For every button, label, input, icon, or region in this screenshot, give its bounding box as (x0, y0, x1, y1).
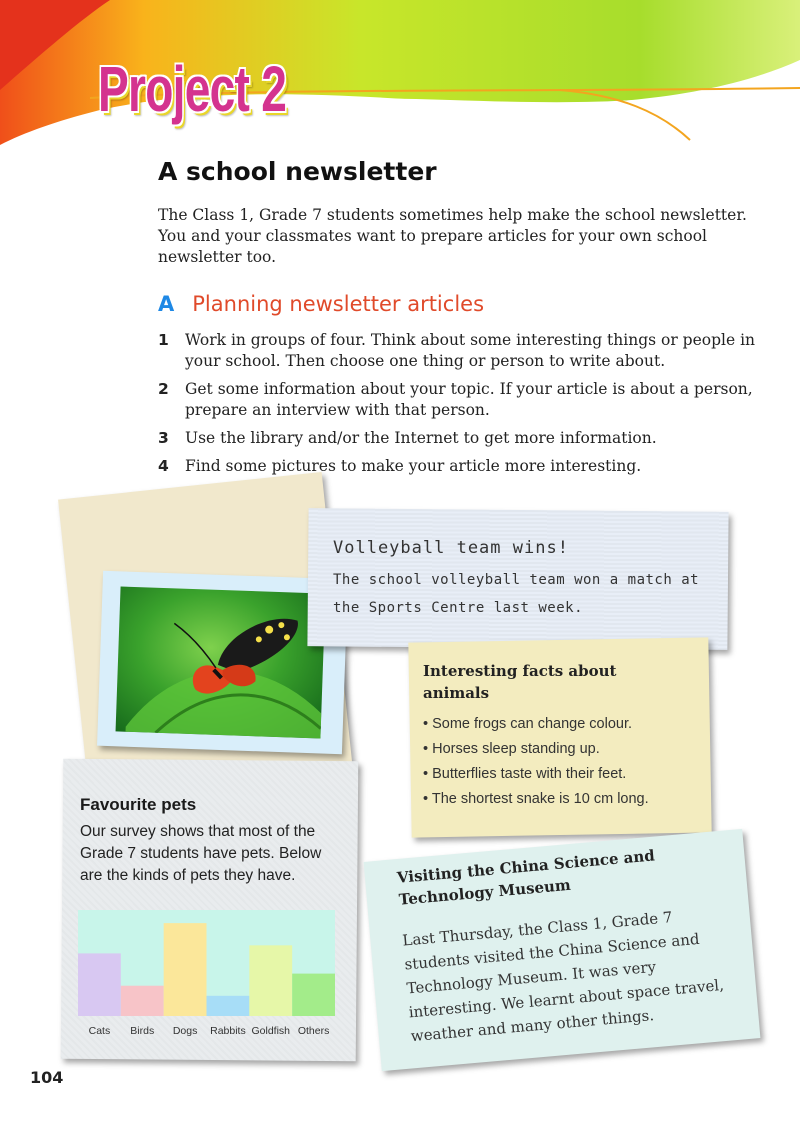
part-a-title: Planning newsletter articles (192, 292, 485, 316)
pets-bar-chart (78, 910, 335, 1040)
bar-goldfish (249, 945, 292, 1016)
x-tick-label: Others (297, 1025, 330, 1037)
list-item: • The shortest snake is 10 cm long. (423, 787, 649, 812)
butterfly-icon (116, 586, 326, 738)
project-title: Project 2 (98, 53, 287, 125)
volleyball-body: The school volleyball team won a match at the Sports Centre last week. (333, 572, 700, 616)
intro-paragraph: The Class 1, Grade 7 students sometimes help make the school newsletter. You and your classmates want to prepare articles for your own school newsletter too. (158, 206, 747, 266)
list-item: • Butterflies taste with their feet. (423, 762, 649, 787)
bar-cats (78, 953, 121, 1016)
x-tick-label: Birds (130, 1025, 155, 1037)
list-item (158, 379, 758, 421)
museum-text (395, 825, 751, 1048)
bar-rabbits (207, 996, 250, 1016)
facts-list (423, 712, 649, 812)
page-title: A school newsletter (158, 157, 437, 186)
x-tick-label: Goldfish (251, 1025, 291, 1037)
pets-title: Favourite pets (80, 795, 197, 814)
step-text: Get some information about your topic. If your article is about a person, prepare an interview with that person. (185, 380, 753, 419)
step-text: Work in groups of four. Think about some interesting things or people in your school. Then choose one thing or person to write about. (185, 331, 756, 370)
bar-birds (121, 986, 164, 1016)
pets-body: Our survey shows that most of the Grade 7 students have pets. Below are the kinds of pets they have. (80, 823, 322, 884)
facts-title: Interesting facts about animals (423, 662, 617, 702)
museum-title: Visiting the China Science and Technology Museum (396, 846, 656, 909)
page-number: 104 (30, 1068, 64, 1087)
list-item (158, 330, 758, 372)
step-number: 4 (158, 457, 169, 475)
volleyball-title: Volleyball team wins! (333, 538, 569, 558)
step-text: Find some pictures to make your article more interesting. (185, 457, 642, 475)
part-a-heading (158, 292, 484, 316)
x-tick-label: Rabbits (210, 1025, 246, 1037)
x-tick-label: Cats (88, 1025, 111, 1037)
list-item (158, 428, 758, 449)
list-item (158, 456, 758, 477)
part-a-letter: A (158, 292, 175, 316)
steps-list (158, 330, 758, 484)
list-item: • Some frogs can change colour. (423, 712, 649, 737)
bar-others (292, 974, 335, 1016)
butterfly-photo (116, 586, 326, 738)
step-number: 1 (158, 331, 169, 349)
list-item: • Horses sleep standing up. (423, 737, 649, 762)
x-tick-label: Dogs (172, 1025, 198, 1037)
step-number: 2 (158, 380, 169, 398)
step-text: Use the library and/or the Internet to get more information. (185, 429, 657, 447)
bar-dogs (164, 923, 207, 1016)
step-number: 3 (158, 429, 169, 447)
museum-body: Last Thursday, the Class 1, Grade 7 students visited the China Science and Technology Museum. It was very interesting. We learnt about space travel, weather and many other things. (401, 908, 725, 1046)
